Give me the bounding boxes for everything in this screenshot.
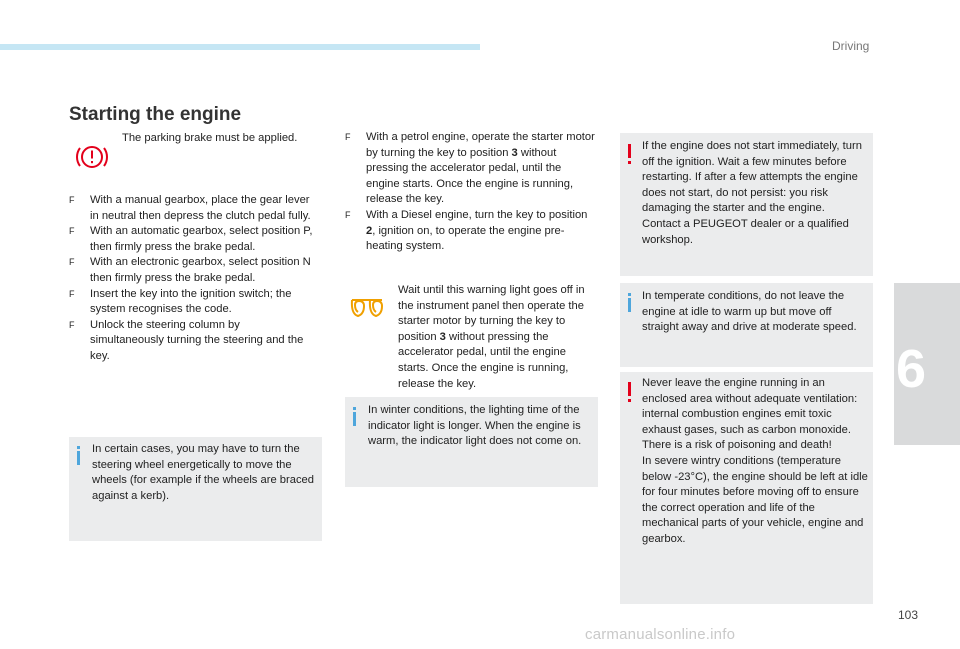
text-run: With a Diesel engine, turn the key to position <box>366 208 588 221</box>
bullet-marker: F <box>69 257 75 268</box>
parking-brake-warning-icon <box>74 142 110 172</box>
warning-paragraph: Never leave the engine running in an enclosed area without adequate ventilation: internal combustion engines emit toxic exhaust gases, such as carbon monoxide. There is a risk of poisoning and death! <box>642 377 858 452</box>
bullet-marker: F <box>69 288 75 299</box>
list-item-text: Insert the key into the ignition switch; the system recognises the code. <box>90 287 292 316</box>
engine-type-instructions-list <box>345 130 595 255</box>
bullet-marker: F <box>345 132 351 142</box>
list-item <box>69 287 314 318</box>
list-item-text: Unlock the steering column by simultaneously turning the steering and the key. <box>90 318 304 362</box>
info-box-steering-text: In certain cases, you may have to turn the steering wheel energetically to move the wheels (for example if the wheels are braced against a kerb). <box>92 443 314 502</box>
watermark: carmanualsonline.info <box>585 626 736 643</box>
list-item <box>345 130 595 208</box>
info-icon <box>77 446 80 465</box>
list-item-text <box>366 131 595 205</box>
warning-icon <box>628 144 631 164</box>
warning-engine-not-starting-text: If the engine does not start immediately, turn off the ignition. Wait a few minutes before restarting. If after a few attempts the engine does not start, do not persist: you risk damaging the starter and the engine. Contact a PEUGEOT dealer or a qualified workshop. <box>642 140 862 246</box>
text-run: without pressing the accelerator pedal, until the engine starts. Once the engine is running, release the key. <box>366 146 574 206</box>
key-position: 3 <box>439 330 446 343</box>
bullet-marker: F <box>69 195 75 205</box>
text-run: Wait until this warning light goes off in the instrument panel then operate the starter motor by turning the key to position <box>398 284 585 343</box>
text-run: , ignition on, to operate the engine pre-heating system. <box>366 224 565 253</box>
header-color-bar <box>0 44 480 50</box>
text-run: With a petrol engine, operate the starter motor by turning the key to position <box>366 131 595 159</box>
list-item <box>69 318 314 365</box>
diesel-preheating-icon <box>350 296 384 320</box>
list-item-text <box>366 209 587 252</box>
bullet-marker: F <box>345 209 351 220</box>
info-temperate-text: In temperate conditions, do not leave the engine at idle to warm up but move off straight away and drive at moderate speed. <box>642 290 857 334</box>
info-icon <box>628 293 631 312</box>
bullet-marker: F <box>69 319 75 330</box>
list-item <box>345 208 595 255</box>
preheating-warning-text <box>398 283 594 392</box>
key-position: 2 <box>366 224 373 237</box>
gearbox-instructions-list <box>69 193 314 365</box>
list-item-text: With an automatic gearbox, select position P, then firmly press the brake pedal. <box>90 225 313 253</box>
info-box-winter-text: In winter conditions, the lighting time of the indicator light is longer. When the engine is warm, the indicator light does not come on. <box>368 404 582 448</box>
info-icon <box>353 407 356 426</box>
list-item <box>69 193 314 224</box>
bullet-marker: F <box>69 226 75 237</box>
chapter-name: Driving <box>832 39 870 53</box>
text-run: without pressing the accelerator pedal, until the engine starts. Once the engine is running, release the key. <box>398 330 569 390</box>
list-item-text: With a manual gearbox, place the gear lever in neutral then depress the clutch pedal fully. <box>90 194 311 222</box>
list-item <box>69 224 314 255</box>
chapter-number: 6 <box>896 339 927 399</box>
key-position: 3 <box>511 146 518 159</box>
warning-enclosed-area-text <box>642 376 870 548</box>
warning-paragraph: In severe wintry conditions (temperature below -23°C), the engine should be left at idle for four minutes before moving off to ensure the correct operation and life of the mechanical parts of your vehicle, engine and gearbox. <box>642 454 868 545</box>
section-title: Starting the engine <box>69 104 242 125</box>
warning-icon <box>628 382 631 402</box>
list-item-text: With an electronic gearbox, select position N then firmly press the brake pedal. <box>90 256 311 284</box>
page-number: 103 <box>898 608 919 622</box>
parking-brake-note: The parking brake must be applied. <box>122 132 298 144</box>
list-item <box>69 255 314 286</box>
